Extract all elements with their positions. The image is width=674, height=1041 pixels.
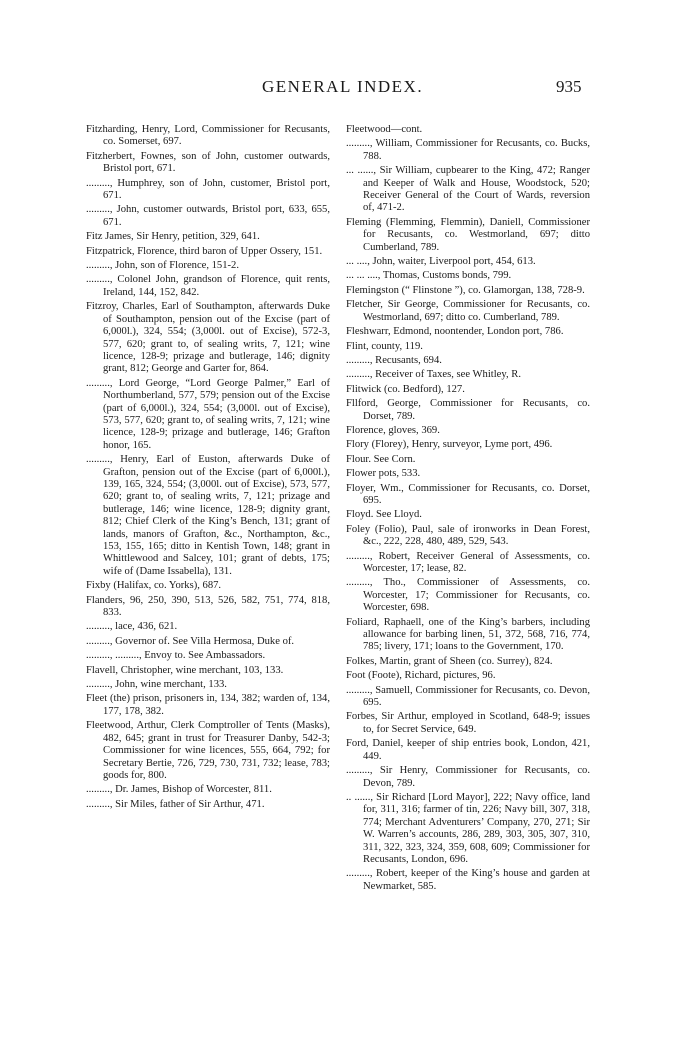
index-entry: Fllford, George, Commissioner for Recusants, co. Dorset, 789. xyxy=(346,398,590,422)
index-entry: Fleetwood—cont. xyxy=(346,124,423,135)
index-entry: Fitzherbert, Fownes, son of John, customer outwards, Bristol port, 671. xyxy=(86,150,330,175)
index-entry: ... ...., John, waiter, Liverpool port, 454, 613. xyxy=(346,256,536,268)
index-entry: Fletcher, Sir George, Commissioner for Recusants, co. Westmorland, 697; ditto co. Cumberland, 789. xyxy=(346,299,590,323)
index-entry: ........., John, customer outwards, Bristol port, 633, 655, 671. xyxy=(86,204,330,228)
index-entry: Fixby (Halifax, co. Yorks), 687. xyxy=(86,580,222,592)
index-entry: Forbes, Sir Arthur, employed in Scotland, 648-9; issues to, for Secret Service, 649. xyxy=(346,711,590,735)
index-entry: Flanders, 96, 250, 390, 513, 526, 582, 751, 774, 818, 833. xyxy=(86,594,330,619)
index-entry: Foliard, Raphaell, one of the King’s barbers, including allowance for barbing linen, 51, 372, 568, 716, 774, 785; livery, 171; loans to the Government, 170. xyxy=(346,616,590,653)
index-entry: Flower pots, 533. xyxy=(346,468,421,480)
page-number: 935 xyxy=(556,77,582,96)
right-column xyxy=(346,124,590,895)
page-header xyxy=(0,77,674,101)
left-column xyxy=(86,124,330,813)
index-entry: ........., Governor of. See Villa Hermosa, Duke of. xyxy=(86,635,295,647)
index-entry: ........., Humphrey, son of John, customer, Bristol port, 671. xyxy=(86,177,330,202)
index-entry: Flour. See Corn. xyxy=(346,453,416,465)
index-entry: ........., Robert, keeper of the King’s house and garden at Newmarket, 585. xyxy=(346,868,590,892)
index-entry: Fleshwarr, Edmond, noontender, London port, 786. xyxy=(346,326,564,338)
index-entry: Foley (Folio), Paul, sale of ironworks in Dean Forest, &c., 222, 228, 480, 489, 529, 543. xyxy=(346,523,590,548)
index-entry: ........., Henry, Earl of Euston, afterwards Duke of Grafton, pension out of the Excise (part of 6,000l.), 139, 165, 324, 554; (3,000l. out of Excise), 573, 577, 620; grant to, of sealing writs, 7, 121; prizage and butlerage, 146; wine licence, 128-9; dignity grant, 812; Chief Clerk of the King’s Bench, 131; grant of lands, manors of Grafton, &c., Northampton, &c., 153, 155, 165; ditto in Kentish Town, 148; grant in Whittlewood and Salcey, 101; grant of debts, 175; wife of (Dame Issabella), 131. xyxy=(86,454,330,577)
index-entry: Floyer, Wm., Commissioner for Recusants, co. Dorset, 695. xyxy=(346,482,590,506)
index-entry: Florence, gloves, 369. xyxy=(346,424,440,436)
index-entry: Flavell, Christopher, wine merchant, 103, 133. xyxy=(86,664,284,676)
index-entry: Fleming (Flemming, Flemmin), Daniell, Commissioner for Recusants, co. Westmorland, 697; ditto Cumberland, 789. xyxy=(346,216,590,253)
index-entry: ........., Recusants, 694. xyxy=(346,354,442,366)
index-entry: ........., Sir Henry, Commissioner for Recusants, co. Devon, 789. xyxy=(346,765,590,789)
index-entry: ... ... ...., Thomas, Customs bonds, 799. xyxy=(346,270,512,282)
index-entry: ........., Dr. James, Bishop of Worcester, 811. xyxy=(86,784,272,796)
index-entry: Fitzpatrick, Florence, third baron of Upper Ossery, 151. xyxy=(86,245,323,257)
index-entry: ........., William, Commissioner for Recusants, co. Bucks, 788. xyxy=(346,138,590,162)
index-entry: Fitzharding, Henry, Lord, Commissioner for Recusants, co. Somerset, 697. xyxy=(86,124,330,148)
index-entry: ... ......, Sir William, cupbearer to the King, 472; Ranger and Keeper of Walk and House, Woodstock, 520; Receiver General of the Court of Wards, reversion of, 471-2. xyxy=(346,165,590,214)
index-entry: ........., John, son of Florence, 151-2. xyxy=(86,260,240,272)
index-entry: Flint, county, 119. xyxy=(346,340,423,352)
index-entry: ........., Lord George, “Lord George Palmer,” Earl of Northumberland, 577, 579; pension out of the Excise (part of 6,000l.), 324, 554; (3,000l. out of Excise), 573, 577, 620; grant to, of sealing writs, 7, 121; wine licence, 128-9; prizage and butlerage, 146; Grafton honor, 165. xyxy=(86,377,330,451)
index-entry: Flory (Florey), Henry, surveyor, Lyme port, 496. xyxy=(346,439,553,451)
running-title: GENERAL INDEX. xyxy=(262,77,424,96)
index-entry: Floyd. See Lloyd. xyxy=(346,509,422,521)
index-entry: ........., Sir Miles, father of Sir Arthur, 471. xyxy=(86,798,265,810)
index-entry: ........., John, wine merchant, 133. xyxy=(86,679,227,691)
index-entry: Ford, Daniel, keeper of ship entries book, London, 421, 449. xyxy=(346,738,590,762)
index-entry: Fleetwood, Arthur, Clerk Comptroller of Tents (Masks), 482, 645; grant in trust for Treasurer Danby, 542-3; Commissioner for wine licences, 555, 664, 792; for Secretary Bertie, 726, 729, 730, 731, 732; lease, 783; goods for, 800. xyxy=(86,720,330,781)
index-entry: Foot (Foote), Richard, pictures, 96. xyxy=(346,670,496,682)
index-entry: Fleet (the) prison, prisoners in, 134, 382; warden of, 134, 177, 178, 382. xyxy=(86,693,330,717)
index-entry: ........., Colonel John, grandson of Florence, quit rents, Ireland, 144, 152, 842. xyxy=(86,274,330,298)
index-entry: Folkes, Martin, grant of Sheen (co. Surrey), 824. xyxy=(346,655,553,667)
index-entry: ........., Robert, Receiver General of Assessments, co. Worcester, 17; lease, 82. xyxy=(346,550,590,574)
index-entry: Flemingston (“ Flinstone ”), co. Glamorgan, 138, 728-9. xyxy=(346,284,585,296)
index-entry: ........., ........., Envoy to. See Ambassadors. xyxy=(86,650,266,662)
index-entry: .. ......, Sir Richard [Lord Mayor], 222; Navy office, land for, 311, 316; farmer of tin, 226; Navy bill, 307, 318, 774; Merchant Adventurers’ Company, 270, 271; Sir W. Warren’s accounts, 286, 289, 303, 305, 307, 310, 311, 322, 323, 324, 359, 608, 609; Commissioner for Recusants, London, 696. xyxy=(346,791,590,865)
index-entry: Flitwick (co. Bedford), 127. xyxy=(346,383,465,395)
index-entry: ........., Receiver of Taxes, see Whitley, R. xyxy=(346,369,521,381)
index-entry: ........., Samuell, Commissioner for Recusants, co. Devon, 695. xyxy=(346,684,590,709)
index-entry: ........., lace, 436, 621. xyxy=(86,621,178,633)
index-entry: Fitzroy, Charles, Earl of Southampton, afterwards Duke of Southampton, pension out of the Excise (part of 6,000l.), 324, 554; (3,000l. out of Excise), 572-3, 577, 620; grant to, of sealing writs, 7, 121; wine licence, 128-9; prizage and butlerage, 146; dignity grant, 812; George and Garter for, 864. xyxy=(86,301,330,375)
index-entry: Fitz James, Sir Henry, petition, 329, 641. xyxy=(86,231,260,243)
index-entry: ........., Tho., Commissioner of Assessments, co. Worcester, 17; Commissioner for Recusants, co. Worcester, 698. xyxy=(346,577,590,614)
